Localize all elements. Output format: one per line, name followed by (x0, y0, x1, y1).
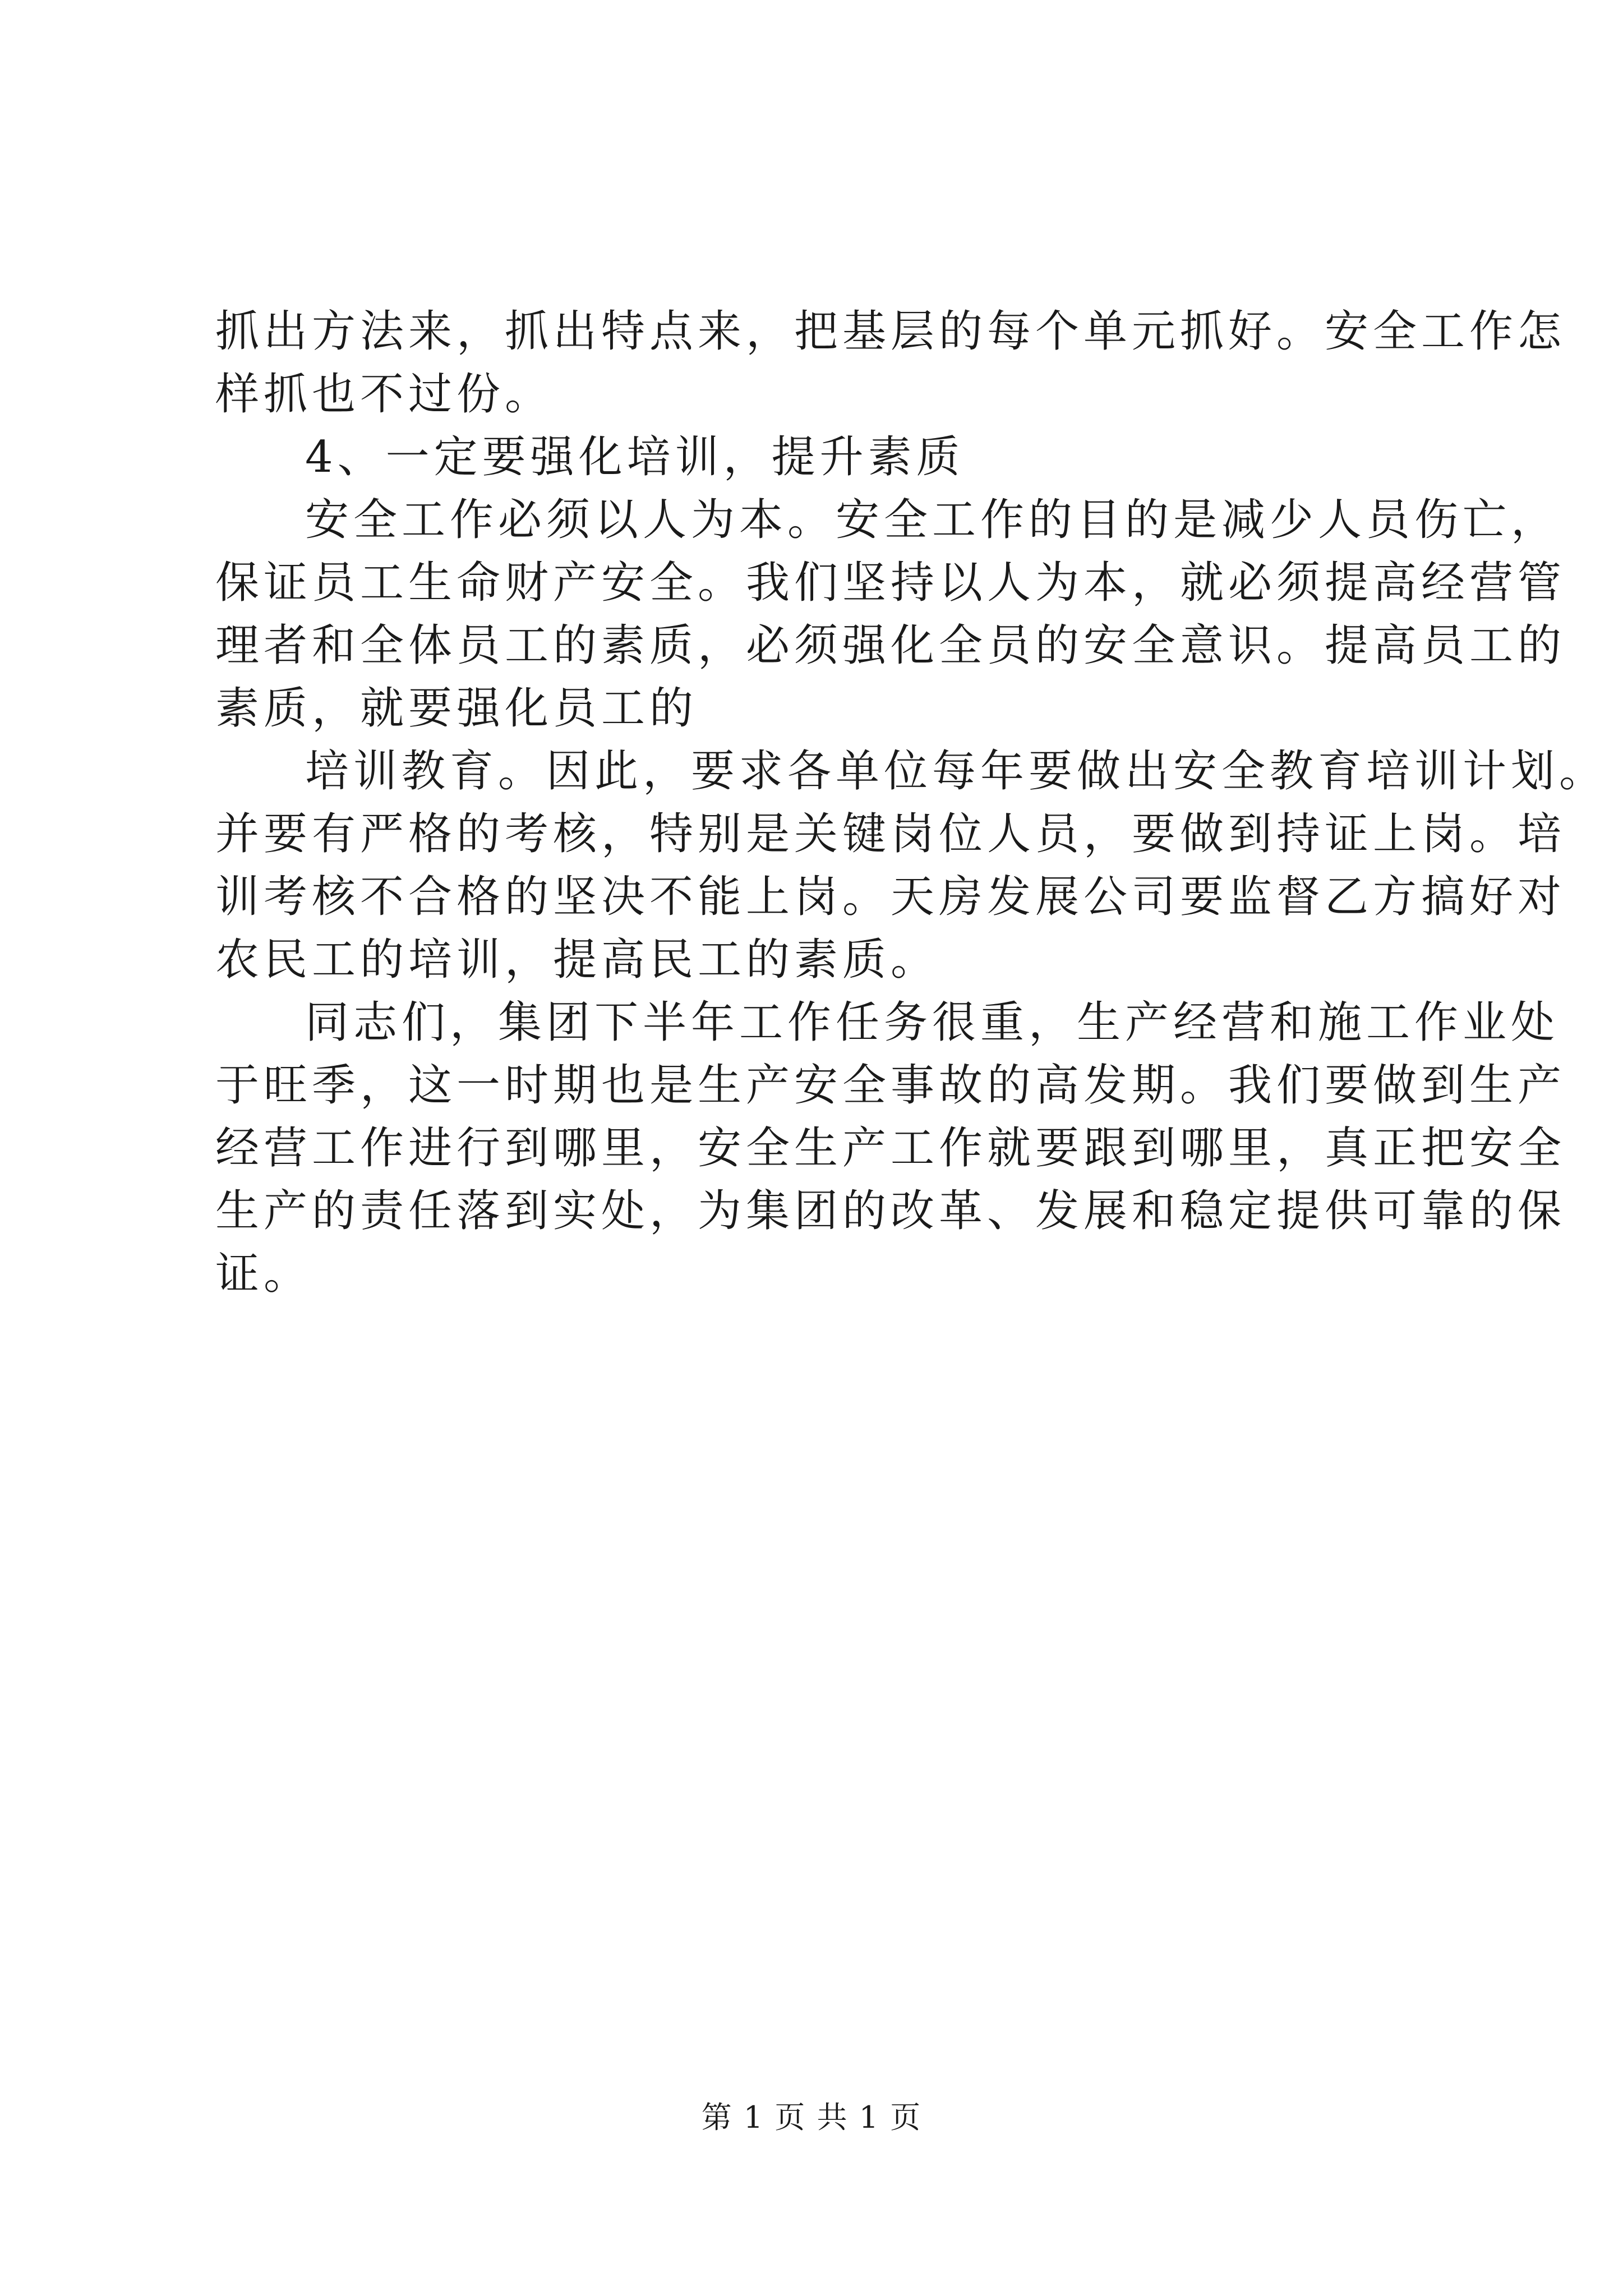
paragraph (215, 300, 1566, 426)
text-line: 经营工作进行到哪里，安全生产工作就要跟到哪里，真正把安全 (215, 1123, 1566, 1174)
text-line: 训考核不合格的坚决不能上岗。天房发展公司要监督乙方搞好对 (215, 872, 1566, 922)
section-heading (215, 426, 1420, 489)
text-line: 生产的责任落到实处，为集团的改革、发展和稳定提供可靠的保 (215, 1186, 1566, 1236)
text-line: 证。 (215, 1249, 312, 1299)
text-line: 同志们，集团下半年工作任务很重，生产经营和施工作业处 (305, 997, 1560, 1048)
page-footer: 第 1 页 共 1 页 (701, 2100, 922, 2135)
paragraph (215, 740, 1608, 991)
text-line: 安全工作必须以人为本。安全工作的目的是减少人员伤亡， (305, 495, 1560, 545)
text-line: 农民工的培训，提高民工的素质。 (215, 935, 939, 985)
text-line: 并要有严格的考核，特别是关键岗位人员，要做到持证上岗。培 (215, 809, 1566, 859)
text-line: 抓出方法来，抓出特点来，把基层的每个单元抓好。安全工作怎 (215, 306, 1566, 357)
text-line: 理者和全体员工的素质，必须强化全员的安全意识。提高员工的 (215, 620, 1566, 671)
document-body (215, 300, 1608, 1305)
text-line: 于旺季，这一时期也是生产安全事故的高发期。我们要做到生产 (215, 1060, 1566, 1111)
heading-line: 4、一定要强化培训，提升素质 (305, 432, 965, 482)
paragraph (215, 489, 1566, 740)
text-line: 素质，就要强化员工的 (215, 683, 698, 734)
text-line: 样抓也不过份。 (215, 369, 554, 420)
text-line: 保证员工生命财产安全。我们坚持以人为本，就必须提高经营管 (215, 558, 1566, 608)
paragraph (215, 991, 1566, 1305)
text-line: 培训教育。因此，要求各单位每年要做出安全教育培训计划。 (305, 746, 1608, 797)
